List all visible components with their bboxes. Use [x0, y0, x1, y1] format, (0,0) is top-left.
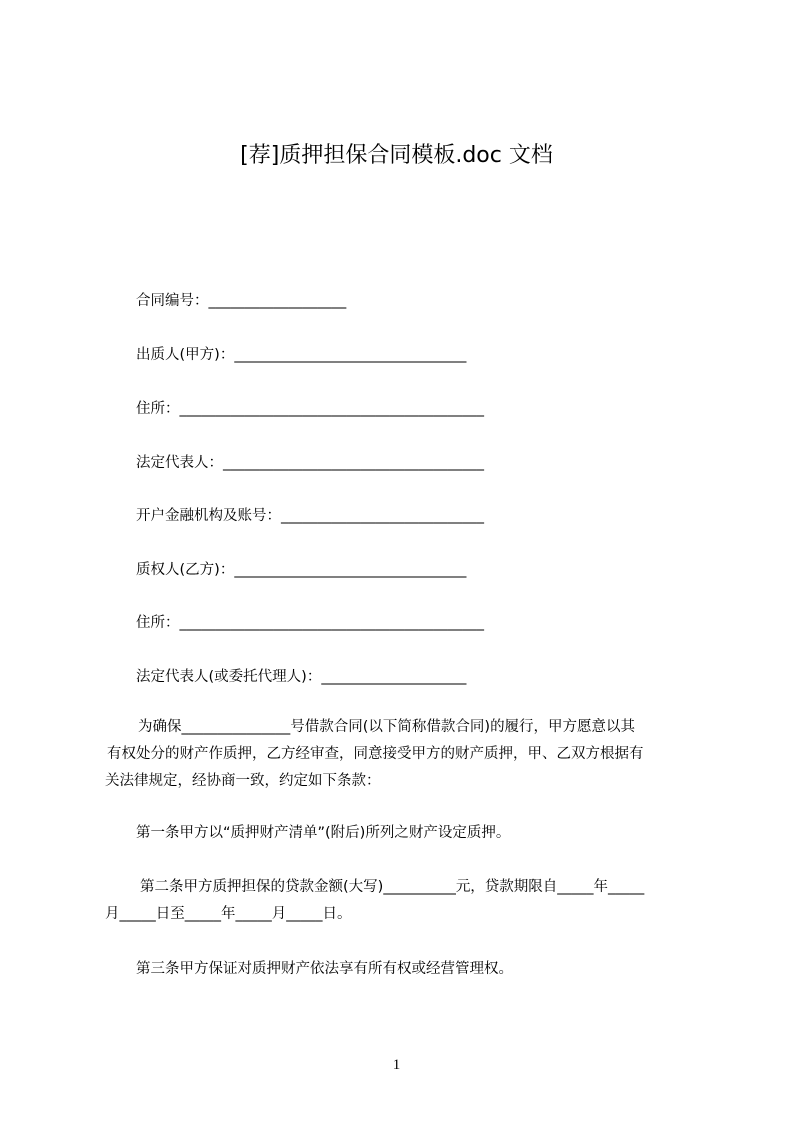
pledgor-field: 出质人(甲方)：________________________________: [136, 347, 467, 363]
article-2: [105, 874, 700, 928]
page-number: 1: [392, 1057, 401, 1073]
article-1: 第一条甲方以“质押财产清单”(附后)所列之财产设定质押。: [136, 825, 511, 841]
pledgee-address-field: 住所：__________________________________________: [136, 615, 484, 631]
article-3: 第三条甲方保证对质押财产依法享有所有权或经营管理权。: [136, 961, 513, 977]
pledgee-field: 质权人(乙方)：________________________________: [136, 562, 467, 578]
pledgor-address-field: 住所：__________________________________________: [136, 401, 484, 417]
contract-number-field: 合同编号：___________________: [136, 293, 347, 309]
pledgee-legal-representative-field: 法定代表人(或委托代理人)：____________________: [136, 669, 467, 685]
intro-line-1: 为确保_______________号借款合同(以下简称借款合同)的履行，甲方愿意以其: [138, 719, 636, 735]
intro-paragraph: [105, 714, 700, 795]
intro-line-3: 关法律规定，经协商一致，约定如下条款：: [105, 773, 381, 789]
bank-account-field: 开户金融机构及账号：____________________________: [136, 508, 484, 524]
document-title: [荐]质押担保合同模板.doc 文档: [240, 143, 553, 168]
intro-line-2: 有权处分的财产作质押，乙方经审查，同意接受甲方的财产质押，甲、乙双方根据有: [107, 746, 644, 762]
pledgor-legal-representative-field: 法定代表人：____________________________________: [136, 455, 484, 471]
article-2-line-1: 第二条甲方质押担保的贷款金额(大写)__________元，贷款期限自_____年_____: [140, 879, 645, 895]
article-2-line-2: 月_____日至_____年_____月_____日。: [105, 906, 352, 922]
